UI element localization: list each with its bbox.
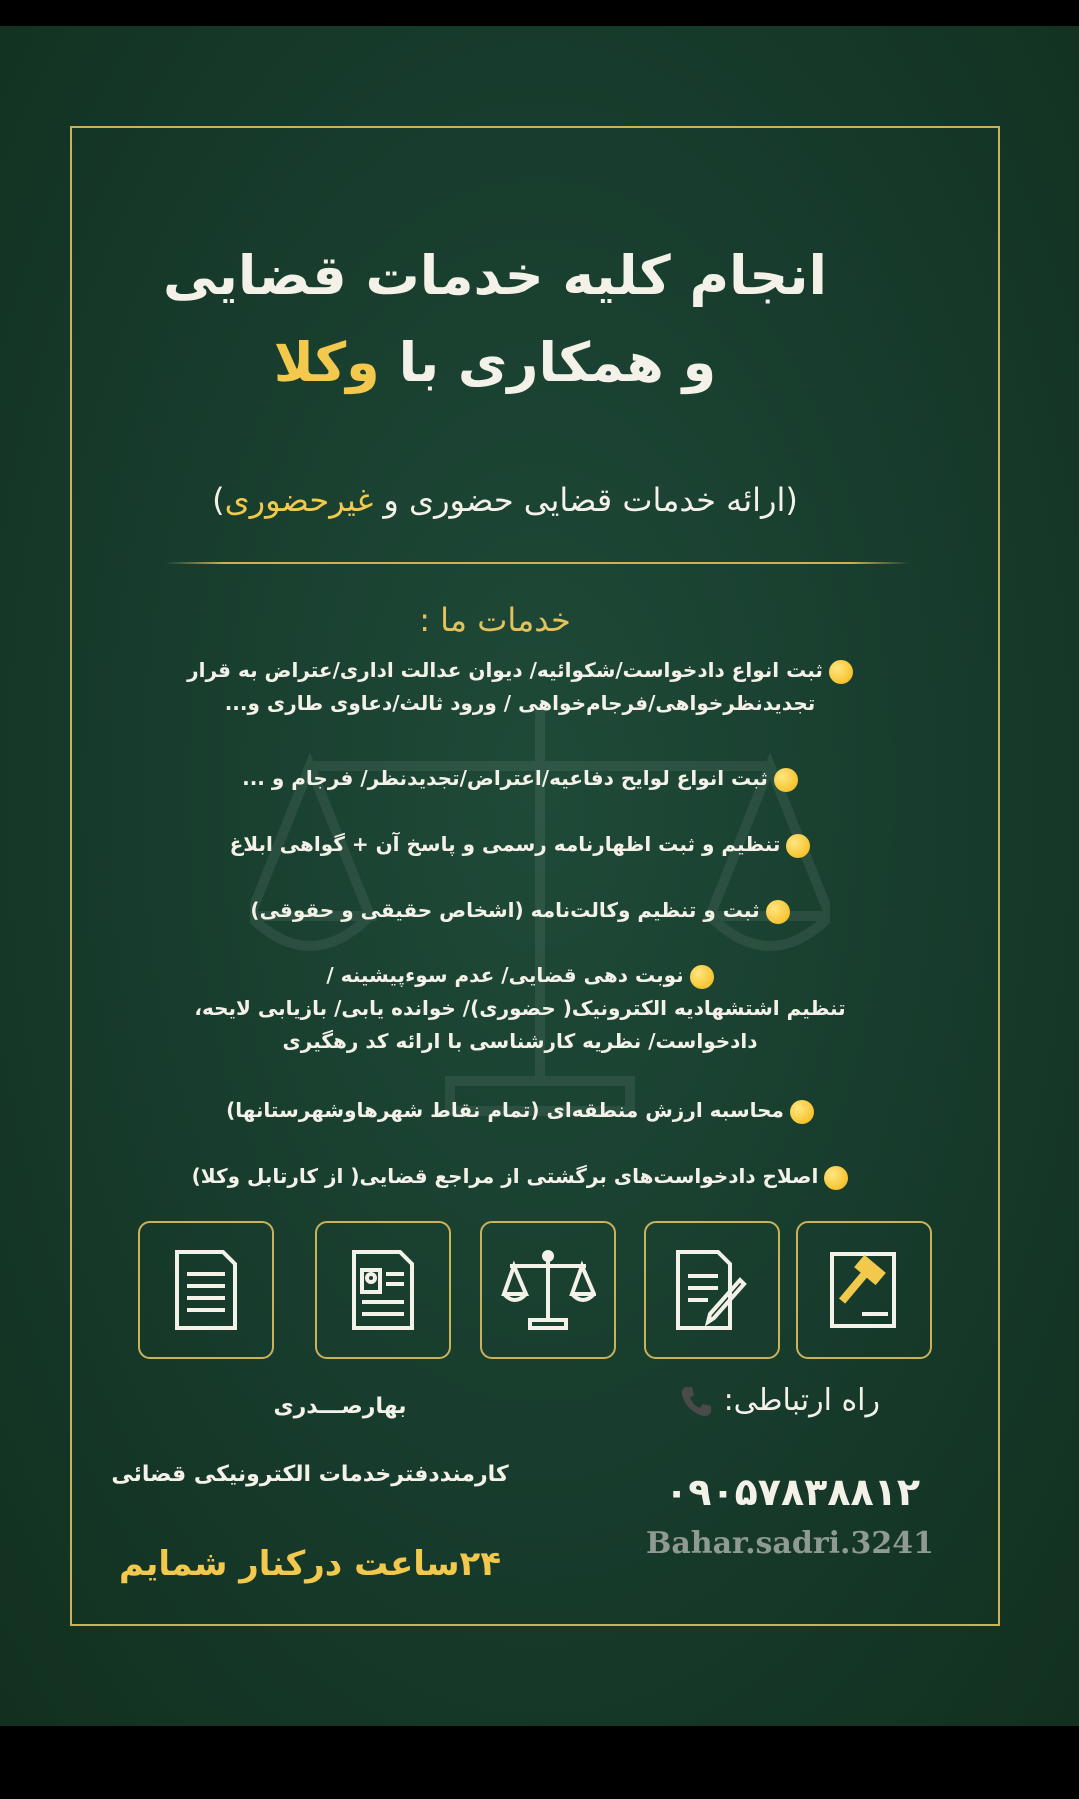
- service-item: [140, 1094, 900, 1127]
- service-text: اصلاح دادخواست‌های برگشتی از مراجع قضایی( از کارتابل وکلا): [191, 1164, 819, 1188]
- service-text: ثبت و تنظیم وکالت‌نامه (اشخاص حقیقی و حقوقی): [250, 898, 760, 922]
- id-card-icon-box: [315, 1221, 451, 1359]
- poster: [0, 26, 1079, 1726]
- service-text: تجدیدنظرخواهی/فرجام‌خواهی / ورود ثالث/دعاوی طاری و...: [224, 691, 816, 715]
- document-icon-box: [138, 1221, 274, 1359]
- contact-label-text: راه ارتباطی:: [723, 1383, 880, 1418]
- page-title-line2: [110, 328, 880, 398]
- service-item: [140, 1160, 900, 1193]
- gavel-icon-box: [796, 1221, 932, 1359]
- services-title: خدمات ما :: [419, 601, 571, 639]
- bullet-icon: [790, 1100, 814, 1124]
- service-text: نوبت دهی قضایی/ عدم سوءپیشینه /: [326, 963, 684, 987]
- service-line: [140, 654, 900, 687]
- service-item: [140, 654, 900, 720]
- bullet-icon: [786, 834, 810, 858]
- phone-number[interactable]: ۰۹۰۵۷۸۳۸۸۱۲: [665, 1470, 921, 1514]
- bullet-icon: [829, 660, 853, 684]
- service-item: [140, 828, 900, 861]
- service-item: [140, 894, 900, 927]
- service-text: محاسبه ارزش منطقه‌ای (تمام نقاط شهرهاوشهرستانها): [226, 1098, 784, 1122]
- bullet-icon: [774, 768, 798, 792]
- service-text: ثبت انواع دادخواست/شکوائیه/ دیوان عدالت اداری/عتراض به قرار: [187, 658, 823, 682]
- social-handle[interactable]: Bahar.sadri.3241: [646, 1526, 934, 1561]
- service-item: [140, 762, 900, 795]
- title-prefix: و همکاری با: [398, 331, 717, 394]
- scales-icon: [500, 1248, 596, 1332]
- subtitle: [120, 481, 890, 519]
- phone-icon: [678, 1384, 714, 1420]
- document-pen-icon-box: [644, 1221, 780, 1359]
- subtitle-suffix: ): [212, 481, 225, 519]
- service-text: تنظیم اشتشهادیه الکترونیک( حضوری)/ خوانده یابی/ بازیابی لایحه،: [194, 996, 846, 1020]
- service-text: دادخواست/ نظریه کارشناسی با ارائه کد رهگیری: [282, 1029, 758, 1053]
- service-line: [140, 894, 900, 927]
- service-line: [140, 762, 900, 795]
- subtitle-prefix: (ارائه خدمات قضایی حضوری و: [383, 481, 798, 519]
- bullet-icon: [766, 900, 790, 924]
- title-highlight: وکلا: [273, 331, 380, 394]
- bullet-icon: [690, 965, 714, 989]
- contact-label: [660, 1383, 880, 1420]
- scales-icon-box: [480, 1221, 616, 1359]
- page-title: انجام کلیه خدمات قضایی: [162, 244, 828, 307]
- service-text: ثبت انواع لوایح دفاعیه/اعتراض/تجدیدنظر/ فرجام و ...: [242, 766, 768, 790]
- person-role: کارمنددفترخدمات الکترونیکی قضائی: [111, 1462, 509, 1487]
- service-line: [140, 959, 900, 992]
- divider: [165, 562, 910, 564]
- bullet-icon: [824, 1166, 848, 1190]
- availability-hours: ۲۴ساعت درکنار شمایم: [118, 1544, 502, 1584]
- service-line: [140, 1160, 900, 1193]
- service-line: [140, 1094, 900, 1127]
- subtitle-highlight: غیرحضوری: [224, 481, 374, 519]
- gavel-icon: [826, 1248, 902, 1332]
- service-line: [140, 828, 900, 861]
- id-card-icon: [350, 1248, 416, 1332]
- person-name: بهارصـــدری: [273, 1394, 407, 1419]
- service-item: [140, 959, 900, 1058]
- service-text: تنظیم و ثبت اظهارنامه رسمی و پاسخ آن + گواهی ابلاغ: [229, 832, 781, 856]
- document-pen-icon: [674, 1248, 750, 1332]
- document-icon: [173, 1248, 239, 1332]
